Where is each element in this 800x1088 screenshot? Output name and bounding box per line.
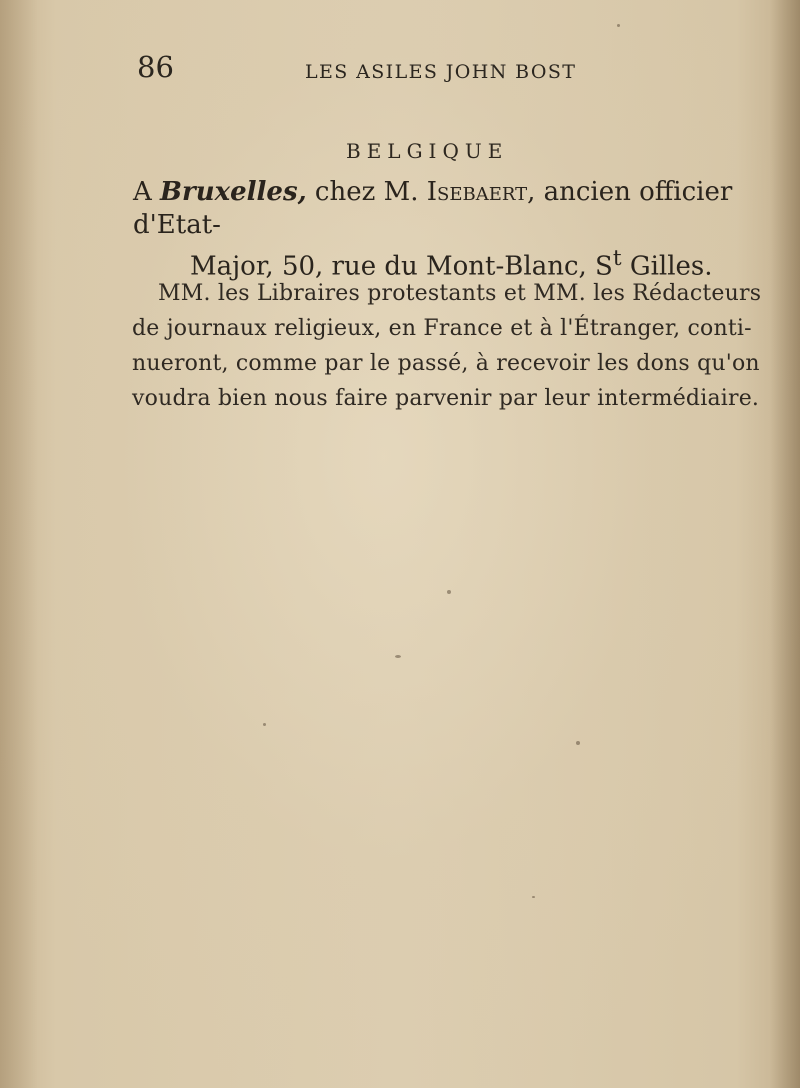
address-entry bbox=[133, 176, 793, 284]
paragraph-line: MM. les Libraires protestants et MM. les Rédacteurs bbox=[158, 281, 762, 306]
address-name: Isebaert bbox=[426, 177, 528, 207]
address-before-name: chez M. bbox=[306, 177, 427, 207]
address-prefix: A bbox=[133, 177, 161, 207]
paper-speck bbox=[532, 896, 535, 898]
address-line2-after-sup: Gilles. bbox=[621, 251, 713, 282]
page-edge-shadow-left bbox=[0, 0, 38, 1088]
section-heading: BELGIQUE bbox=[346, 139, 509, 163]
address-line2-superscript: t bbox=[612, 246, 622, 271]
address-line2-before-sup: Major, 50, rue du Mont-Blanc, S bbox=[190, 251, 613, 282]
running-title: LES ASILES JOHN BOST bbox=[305, 61, 577, 83]
paper-speck bbox=[395, 655, 401, 658]
page-number: 86 bbox=[137, 50, 174, 84]
paper-speck bbox=[617, 24, 620, 27]
address-after-name: , ancien officier d'Etat- bbox=[133, 177, 733, 240]
paper-speck bbox=[263, 723, 266, 726]
paper-speck bbox=[576, 741, 580, 745]
paper-speck bbox=[447, 590, 451, 594]
address-city: Bruxelles, bbox=[160, 177, 307, 207]
page-edge-shadow-right bbox=[770, 0, 800, 1088]
paragraph-line: voudra bien nous faire parvenir par leur intermédiaire. bbox=[132, 386, 760, 411]
paragraph-line: de journaux religieux, en France et à l'Étranger, conti- bbox=[132, 316, 752, 341]
body-paragraph bbox=[132, 276, 772, 416]
paragraph-line: nueront, comme par le passé, à recevoir les dons qu'on bbox=[132, 351, 760, 376]
